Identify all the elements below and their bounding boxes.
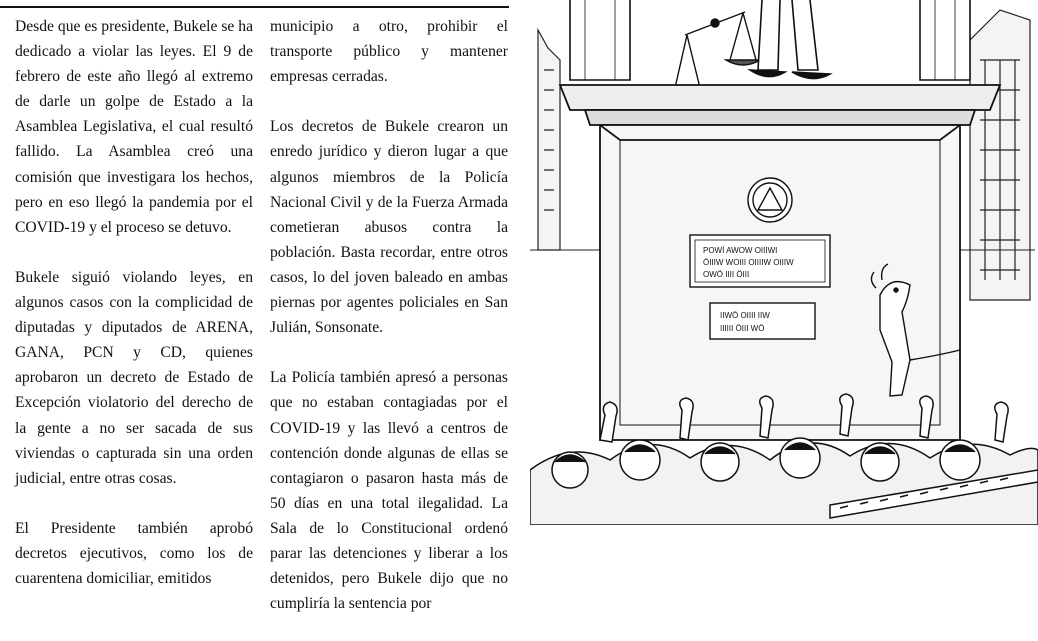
plaque-text: IIWÖ OIIII IIW	[720, 311, 770, 320]
article-paragraph: Desde que es presidente, Bukele se ha dedicado a violar las leyes. El 9 de febrero de este año llegó al extremo de darle un golpe de Estado a la Asamblea Legislativa, el cual resultó fallido. La Asamblea creó una comisión que investigara los hechos, pero en eso llegó la pandemia por el COVID-19 y el proceso se detuvo.	[15, 18, 253, 236]
cartoon-illustration	[530, 0, 1038, 525]
plaque-top	[690, 235, 830, 287]
plaque-text: ÖIIIW WOIII OIIIIW OIIIW	[703, 258, 794, 267]
seal-emblem	[748, 178, 792, 222]
article-paragraph: Bukele siguió violando leyes, en algunos casos con la complicidad de diputadas y diputados de ARENA, GANA, PCN y CD, quienes aprobaron un decreto de Estado de Excepción violatorio del derecho de la gente a no ser sacada de sus viviendas o capturada sin una orden judicial, entre otras cosas.	[15, 268, 253, 487]
plaque-text: POWÍ AWOW OIIIWI	[703, 246, 778, 255]
plaque-bottom	[710, 303, 815, 339]
figure-legs	[750, 0, 830, 79]
editorial-cartoon	[530, 0, 1038, 525]
article-paragraph: El Presidente también aprobó decretos ejecutivos, como los de cuarentena domiciliar, emitidos	[15, 519, 253, 588]
column-top-rule	[0, 6, 509, 8]
article-paragraph: municipio a otro, prohibir el transporte público y mantener empresas cerradas.	[270, 18, 508, 86]
plaque-text: OWÖ IIII ÖIII	[703, 270, 750, 279]
article-column-1	[15, 14, 253, 616]
plaque-text: IIIIII ÖIII WÖ	[720, 324, 765, 333]
article-paragraph: Los decretos de Bukele crearon un enredo jurídico y dieron lugar a que algunos miembros de la Policía Nacional Civil y de la Fuerza Armada cometieran abusos contra la población. Basta recordar, entre otros casos, lo del joven baleado en ambas piernas por agentes policiales en San Julián, Sonsonate.	[270, 118, 508, 337]
article-column-2	[270, 14, 508, 641]
scale-of-justice	[670, 12, 760, 94]
article-paragraph: La Policía también apresó a personas que no estaban contagiadas por el COVID-19 y las llevó a centros de contención donde algunas de ellas se contagiaron o pasaron hasta más de 50 días en una total ilegalidad. La Sala de lo Constitucional ordenó parar las detenciones y liberar a los detenidos, pero Bukele dijo que no cumpliría la sentencia por	[270, 369, 508, 613]
